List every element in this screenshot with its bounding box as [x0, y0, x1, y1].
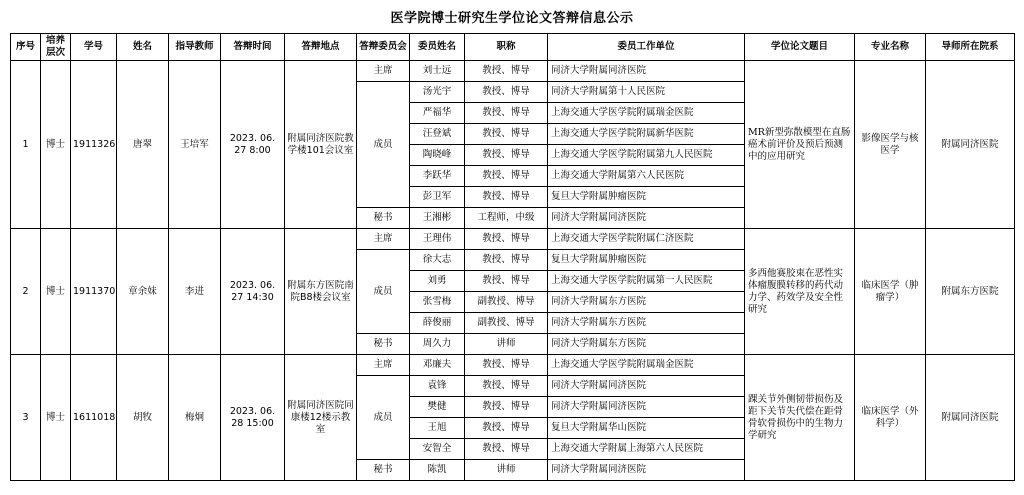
- member-unit: 同济大学附属东方医院: [548, 313, 745, 334]
- member-name: 王理伟: [410, 229, 465, 250]
- student-id: 1911326: [71, 61, 117, 229]
- member-unit: 上海交通大学附属第六人民医院: [548, 166, 745, 187]
- member-name: 樊健: [410, 397, 465, 418]
- training-level: 博士: [41, 229, 71, 355]
- member-unit: 同济大学附属同济医院: [548, 61, 745, 82]
- column-header: 委员姓名: [410, 34, 465, 61]
- member-name: 严福华: [410, 103, 465, 124]
- column-header: 培养层次: [41, 34, 71, 61]
- member-title: 教授、博导: [465, 355, 548, 376]
- member-title: 讲师: [465, 334, 548, 355]
- member-name: 袁锋: [410, 376, 465, 397]
- member-title: 教授、博导: [465, 439, 548, 460]
- member-title: 教授、博导: [465, 376, 548, 397]
- column-header: 答辩时间: [221, 34, 285, 61]
- member-name: 刘勇: [410, 271, 465, 292]
- member-title: 教授、博导: [465, 124, 548, 145]
- member-title: 副教授、博导: [465, 313, 548, 334]
- table-row: [11, 229, 1015, 250]
- member-title: 工程师，中级: [465, 208, 548, 229]
- defense-time: 2023. 06. 28 15:00: [221, 355, 285, 481]
- defense-time: 2023. 06. 27 8:00: [221, 61, 285, 229]
- student-id: 1611018: [71, 355, 117, 481]
- advisor-name: 王培军: [169, 61, 221, 229]
- table-header-row: [11, 34, 1015, 61]
- column-header: 学位论文题目: [745, 34, 855, 61]
- member-unit: 上海交通大学医学院附属仁济医院: [548, 229, 745, 250]
- column-header: 答辩地点: [285, 34, 357, 61]
- column-header: 专业名称: [855, 34, 926, 61]
- major-name: 临床医学（肿瘤学）: [855, 229, 926, 355]
- member-unit: 上海交通大学医学院附属瑞金医院: [548, 355, 745, 376]
- member-unit: 同济大学附属同济医院: [548, 397, 745, 418]
- member-unit: 同济大学附属第十人民医院: [548, 82, 745, 103]
- column-header: 序号: [11, 34, 41, 61]
- training-level: 博士: [41, 355, 71, 481]
- member-unit: 复旦大学附属肿瘤医院: [548, 250, 745, 271]
- member-title: 教授、博导: [465, 250, 548, 271]
- member-name: 李跃华: [410, 166, 465, 187]
- table-row: [11, 355, 1015, 376]
- column-header: 答辩委员会: [357, 34, 410, 61]
- training-level: 博士: [41, 61, 71, 229]
- member-name: 彭卫军: [410, 187, 465, 208]
- member-name: 刘士远: [410, 61, 465, 82]
- member-name: 周久力: [410, 334, 465, 355]
- member-unit: 上海交通大学医学院附属新华医院: [548, 124, 745, 145]
- defense-place: 附属东方医院南院B8楼会议室: [285, 229, 357, 355]
- committee-role: 主席: [357, 61, 410, 82]
- member-title: 教授、博导: [465, 103, 548, 124]
- member-title: 副教授、博导: [465, 292, 548, 313]
- column-header: 指导教师: [169, 34, 221, 61]
- member-title: 教授、博导: [465, 61, 548, 82]
- thesis-topic: MR新型弥散模型在直肠癌术前评价及预后预测中的应用研究: [745, 61, 855, 229]
- advisor-name: 李进: [169, 229, 221, 355]
- member-unit: 同济大学附属东方医院: [548, 292, 745, 313]
- member-unit: 同济大学附属同济医院: [548, 376, 745, 397]
- committee-role: 成员: [357, 376, 410, 460]
- member-unit: 同济大学附属同济医院: [548, 460, 745, 481]
- defense-time: 2023. 06. 27 14:30: [221, 229, 285, 355]
- member-unit: 上海交通大学医学院附属第九人民医院: [548, 145, 745, 166]
- column-header: 导师所在院系: [926, 34, 1015, 61]
- member-name: 陈凯: [410, 460, 465, 481]
- advisor-department: 附属同济医院: [926, 355, 1015, 481]
- member-name: 邓廉夫: [410, 355, 465, 376]
- member-name: 王湘彬: [410, 208, 465, 229]
- column-header: 学号: [71, 34, 117, 61]
- defense-place: 附属同济医院同康楼12楼示教室: [285, 355, 357, 481]
- member-name: 陶晓峰: [410, 145, 465, 166]
- member-unit: 复旦大学附属肿瘤医院: [548, 187, 745, 208]
- member-unit: 上海交通大学附属上海第六人民医院: [548, 439, 745, 460]
- thesis-topic: 多西他赛胶束在恶性实体瘤腹膜转移的药代动力学、药效学及安全性研究: [745, 229, 855, 355]
- member-unit: 复旦大学附属华山医院: [548, 418, 745, 439]
- table-row: [11, 61, 1015, 82]
- member-unit: 上海交通大学医学院附属瑞金医院: [548, 103, 745, 124]
- committee-role: 主席: [357, 229, 410, 250]
- seq-number: 1: [11, 61, 41, 229]
- major-name: 影像医学与核医学: [855, 61, 926, 229]
- column-header: 职称: [465, 34, 548, 61]
- student-id: 1911370: [71, 229, 117, 355]
- member-title: 教授、博导: [465, 82, 548, 103]
- member-title: 教授、博导: [465, 145, 548, 166]
- member-name: 王旭: [410, 418, 465, 439]
- member-title: 教授、博导: [465, 271, 548, 292]
- advisor-department: 附属同济医院: [926, 61, 1015, 229]
- committee-role: 成员: [357, 82, 410, 208]
- committee-role: 秘书: [357, 334, 410, 355]
- member-name: 徐大志: [410, 250, 465, 271]
- member-unit: 同济大学附属东方医院: [548, 334, 745, 355]
- committee-role: 主席: [357, 355, 410, 376]
- member-title: 教授、博导: [465, 418, 548, 439]
- defense-info-table: [10, 33, 1015, 481]
- column-header: 姓名: [117, 34, 169, 61]
- member-name: 张雪梅: [410, 292, 465, 313]
- member-name: 汪登斌: [410, 124, 465, 145]
- seq-number: 3: [11, 355, 41, 481]
- member-title: 讲师: [465, 460, 548, 481]
- member-title: 教授、博导: [465, 166, 548, 187]
- seq-number: 2: [11, 229, 41, 355]
- committee-role: 秘书: [357, 208, 410, 229]
- thesis-topic: 踝关节外侧韧带损伤及距下关节失代偿在距骨骨软骨损伤中的生物力学研究: [745, 355, 855, 481]
- member-name: 安智全: [410, 439, 465, 460]
- page-title: 医学院博士研究生学位论文答辩信息公示: [390, 11, 634, 26]
- student-name: 章余妹: [117, 229, 169, 355]
- committee-role: 成员: [357, 250, 410, 334]
- advisor-department: 附属东方医院: [926, 229, 1015, 355]
- defense-place: 附属同济医院教学楼101会议室: [285, 61, 357, 229]
- column-header: 委员工作单位: [548, 34, 745, 61]
- member-title: 教授、博导: [465, 397, 548, 418]
- advisor-name: 梅炯: [169, 355, 221, 481]
- committee-role: 秘书: [357, 460, 410, 481]
- member-name: 汤光宇: [410, 82, 465, 103]
- student-name: 唐翠: [117, 61, 169, 229]
- student-name: 胡牧: [117, 355, 169, 481]
- member-unit: 上海交通大学医学院附属第一人民医院: [548, 271, 745, 292]
- member-title: 教授、博导: [465, 187, 548, 208]
- member-title: 教授、博导: [465, 229, 548, 250]
- member-name: 薛俊丽: [410, 313, 465, 334]
- member-unit: 同济大学附属同济医院: [548, 208, 745, 229]
- major-name: 临床医学（外科学）: [855, 355, 926, 481]
